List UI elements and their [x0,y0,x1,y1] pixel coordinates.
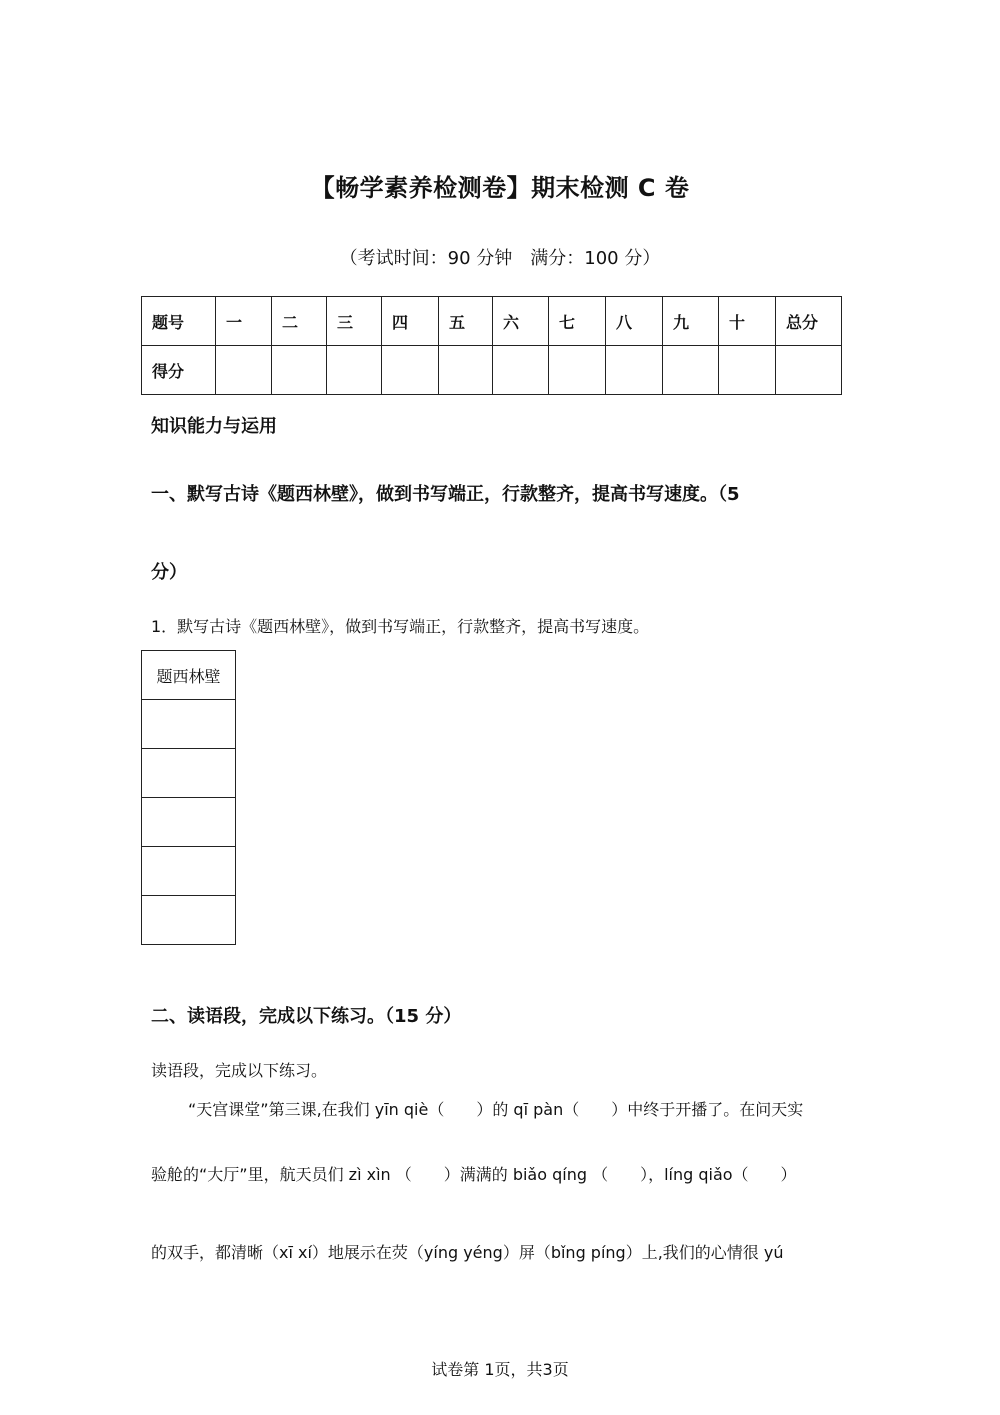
score-cell[interactable] [216,346,272,395]
header-cell: 题号 [142,297,216,346]
score-cell[interactable] [549,346,606,395]
passage-line-3: 的双手，都清晰（xī xí）地展示在荧（yíng yéng）屏（bǐng píng）上,我们的心情很 yú [151,1243,784,1262]
exam-info: （考试时间：90 分钟 满分：100 分） [339,248,661,269]
score-table-score-row [142,346,842,395]
page-title: 【畅学素养检测卷】期末检测 C 卷 [310,174,690,202]
header-cell: 八 [606,297,663,346]
score-table [141,296,842,395]
score-cell[interactable] [719,346,776,395]
passage-line-2: 验舱的“大厅”里，航天员们 zì xìn （ ）满满的 biǎo qíng （ ），líng qiǎo（ ） [151,1165,797,1184]
score-cell[interactable] [439,346,493,395]
header-cell: 九 [663,297,719,346]
q1-heading-line2: 分） [151,562,187,583]
score-cell[interactable] [663,346,719,395]
header-cell: 二 [272,297,327,346]
header-cell: 一 [216,297,272,346]
score-cell[interactable] [382,346,439,395]
score-cell[interactable] [776,346,842,395]
header-cell: 总分 [776,297,842,346]
score-cell[interactable] [327,346,382,395]
header-cell: 四 [382,297,439,346]
poem-line-cell[interactable] [142,896,236,945]
score-row-label: 得分 [142,346,216,395]
score-cell[interactable] [272,346,327,395]
header-cell: 七 [549,297,606,346]
header-cell: 十 [719,297,776,346]
poem-line-cell[interactable] [142,798,236,847]
poem-title-cell: 题西林壁 [142,651,236,700]
page-footer: 试卷第 1页，共3页 [431,1360,569,1379]
q1-item: 1．默写古诗《题西林壁》，做到书写端正，行款整齐，提高书写速度。 [151,617,650,636]
poem-writing-grid [141,650,236,945]
q2-instruction: 读语段，完成以下练习。 [151,1061,328,1080]
poem-line-cell[interactable] [142,749,236,798]
header-cell: 六 [493,297,549,346]
q1-heading-line1: 一、默写古诗《题西林壁》，做到书写端正，行款整齐，提高书写速度。（5 [151,484,740,505]
poem-line-cell[interactable] [142,700,236,749]
score-cell[interactable] [606,346,663,395]
score-table-header-row [142,297,842,346]
header-cell: 五 [439,297,493,346]
score-cell[interactable] [493,346,549,395]
q2-heading: 二、读语段，完成以下练习。（15 分） [151,1006,462,1027]
section-label: 知识能力与运用 [151,416,277,437]
passage-line-1: “天宫课堂”第三课,在我们 yīn qiè（ ）的 qī pàn（ ）中终于开播了。在问天实 [188,1100,804,1119]
header-cell: 三 [327,297,382,346]
poem-line-cell[interactable] [142,847,236,896]
